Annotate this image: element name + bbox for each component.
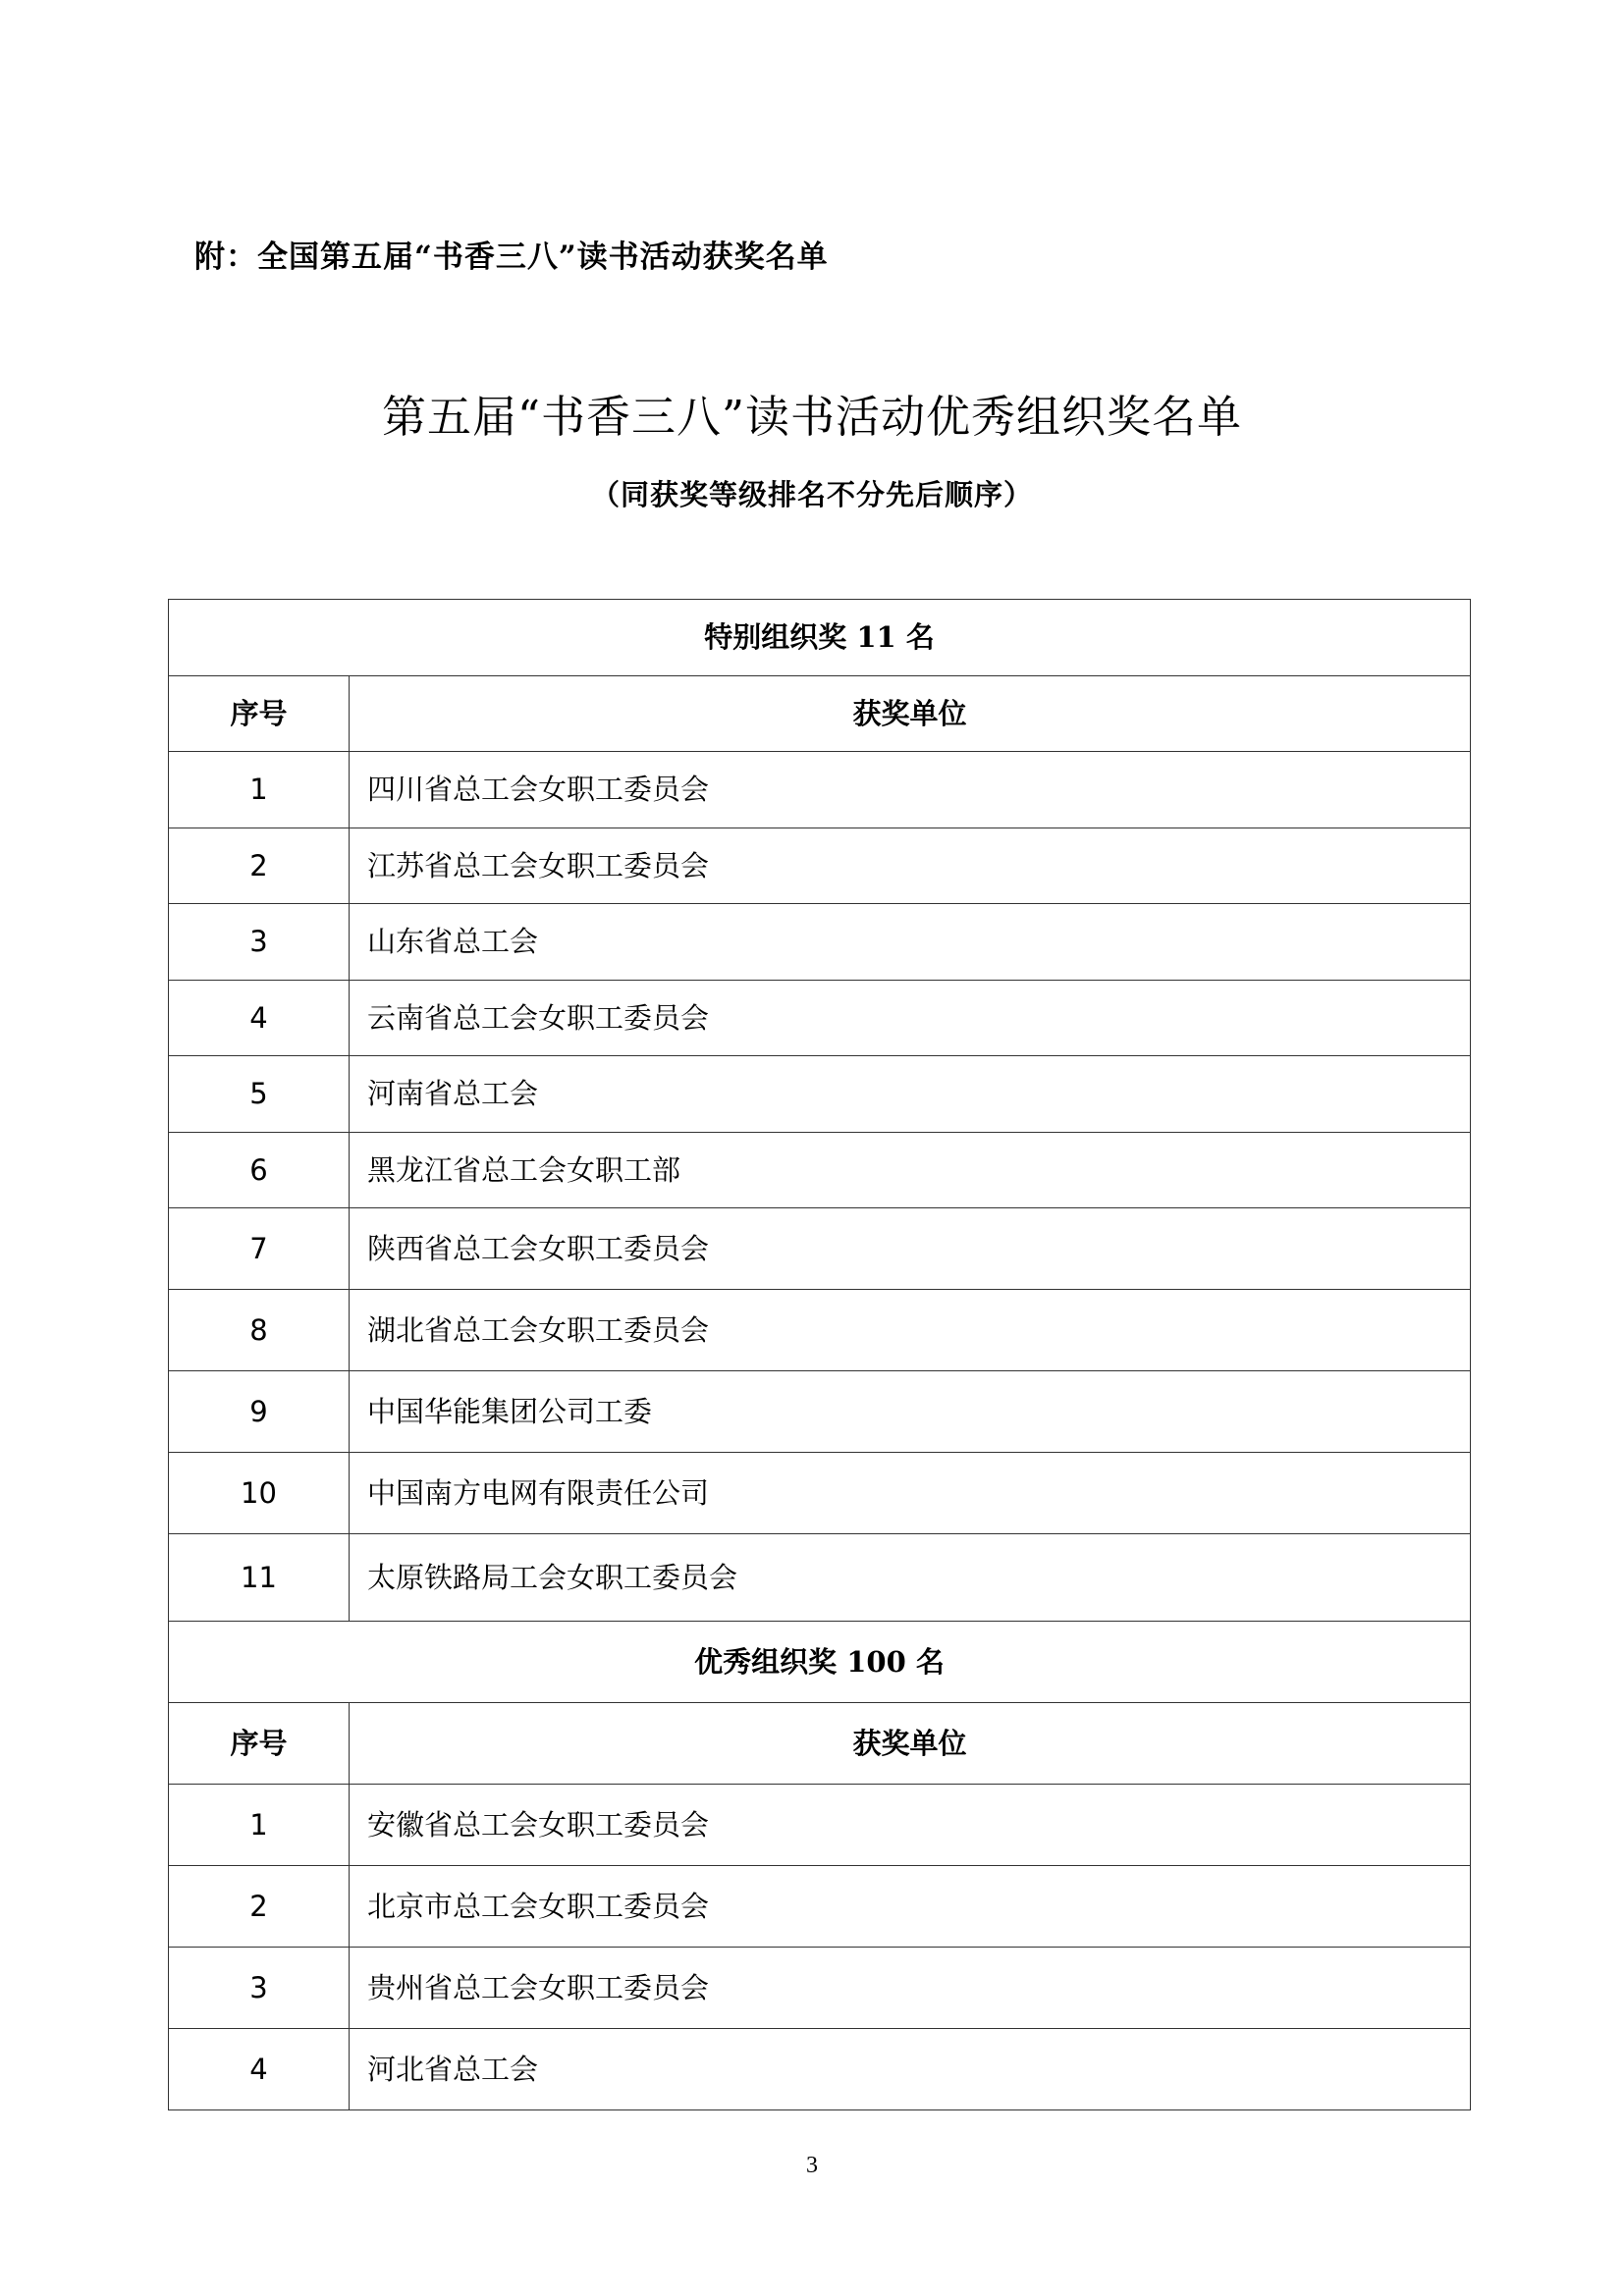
row-unit: 北京市总工会女职工委员会 — [350, 1866, 1471, 1948]
table-row — [169, 1371, 1471, 1453]
attachment-label: 附：全国第五届“书香三八”读书活动获奖名单 — [194, 240, 829, 275]
table-row — [169, 1948, 1471, 2029]
table-row — [169, 828, 1471, 904]
row-number: 1 — [169, 752, 350, 828]
table-row — [169, 1866, 1471, 1948]
row-number: 4 — [169, 981, 350, 1056]
section-heading: 优秀组织奖 100 名 — [169, 1622, 1471, 1703]
row-unit: 湖北省总工会女职工委员会 — [350, 1290, 1471, 1371]
row-unit: 中国南方电网有限责任公司 — [350, 1453, 1471, 1534]
section-heading: 特别组织奖 11 名 — [169, 600, 1471, 676]
row-unit: 四川省总工会女职工委员会 — [350, 752, 1471, 828]
row-number: 2 — [169, 1866, 350, 1948]
table-row — [169, 1208, 1471, 1290]
row-number: 3 — [169, 904, 350, 981]
row-number: 2 — [169, 828, 350, 904]
row-unit: 黑龙江省总工会女职工部 — [350, 1133, 1471, 1208]
row-number: 3 — [169, 1948, 350, 2029]
table-row — [169, 1534, 1471, 1622]
table-row — [169, 752, 1471, 828]
row-number: 11 — [169, 1534, 350, 1622]
row-unit: 云南省总工会女职工委员会 — [350, 981, 1471, 1056]
table-row — [169, 2029, 1471, 2110]
page-title: 第五届“书香三八”读书活动优秀组织奖名单 — [381, 391, 1242, 443]
row-unit: 太原铁路局工会女职工委员会 — [350, 1534, 1471, 1622]
row-number: 10 — [169, 1453, 350, 1534]
section-heading-row — [169, 1622, 1471, 1703]
table-header-row — [169, 676, 1471, 752]
row-unit: 安徽省总工会女职工委员会 — [350, 1785, 1471, 1866]
row-number: 6 — [169, 1133, 350, 1208]
row-unit: 中国华能集团公司工委 — [350, 1371, 1471, 1453]
row-unit: 河南省总工会 — [350, 1056, 1471, 1133]
column-header-unit: 获奖单位 — [350, 1703, 1471, 1785]
table-row — [169, 1453, 1471, 1534]
table-row — [169, 981, 1471, 1056]
table-row — [169, 1133, 1471, 1208]
row-number: 1 — [169, 1785, 350, 1866]
table-row — [169, 904, 1471, 981]
column-header-number: 序号 — [169, 676, 350, 752]
page-subtitle: （同获奖等级排名不分先后顺序） — [590, 478, 1033, 511]
table-row — [169, 1785, 1471, 1866]
row-number: 7 — [169, 1208, 350, 1290]
row-unit: 山东省总工会 — [350, 904, 1471, 981]
row-number: 9 — [169, 1371, 350, 1453]
table-row — [169, 1290, 1471, 1371]
table-row — [169, 1056, 1471, 1133]
row-number: 8 — [169, 1290, 350, 1371]
page-number: 3 — [806, 2153, 818, 2178]
row-unit: 河北省总工会 — [350, 2029, 1471, 2110]
award-table — [168, 599, 1471, 2110]
row-number: 5 — [169, 1056, 350, 1133]
column-header-unit: 获奖单位 — [350, 676, 1471, 752]
row-unit: 江苏省总工会女职工委员会 — [350, 828, 1471, 904]
row-unit: 陕西省总工会女职工委员会 — [350, 1208, 1471, 1290]
row-number: 4 — [169, 2029, 350, 2110]
row-unit: 贵州省总工会女职工委员会 — [350, 1948, 1471, 2029]
table-header-row — [169, 1703, 1471, 1785]
column-header-number: 序号 — [169, 1703, 350, 1785]
section-heading-row — [169, 600, 1471, 676]
